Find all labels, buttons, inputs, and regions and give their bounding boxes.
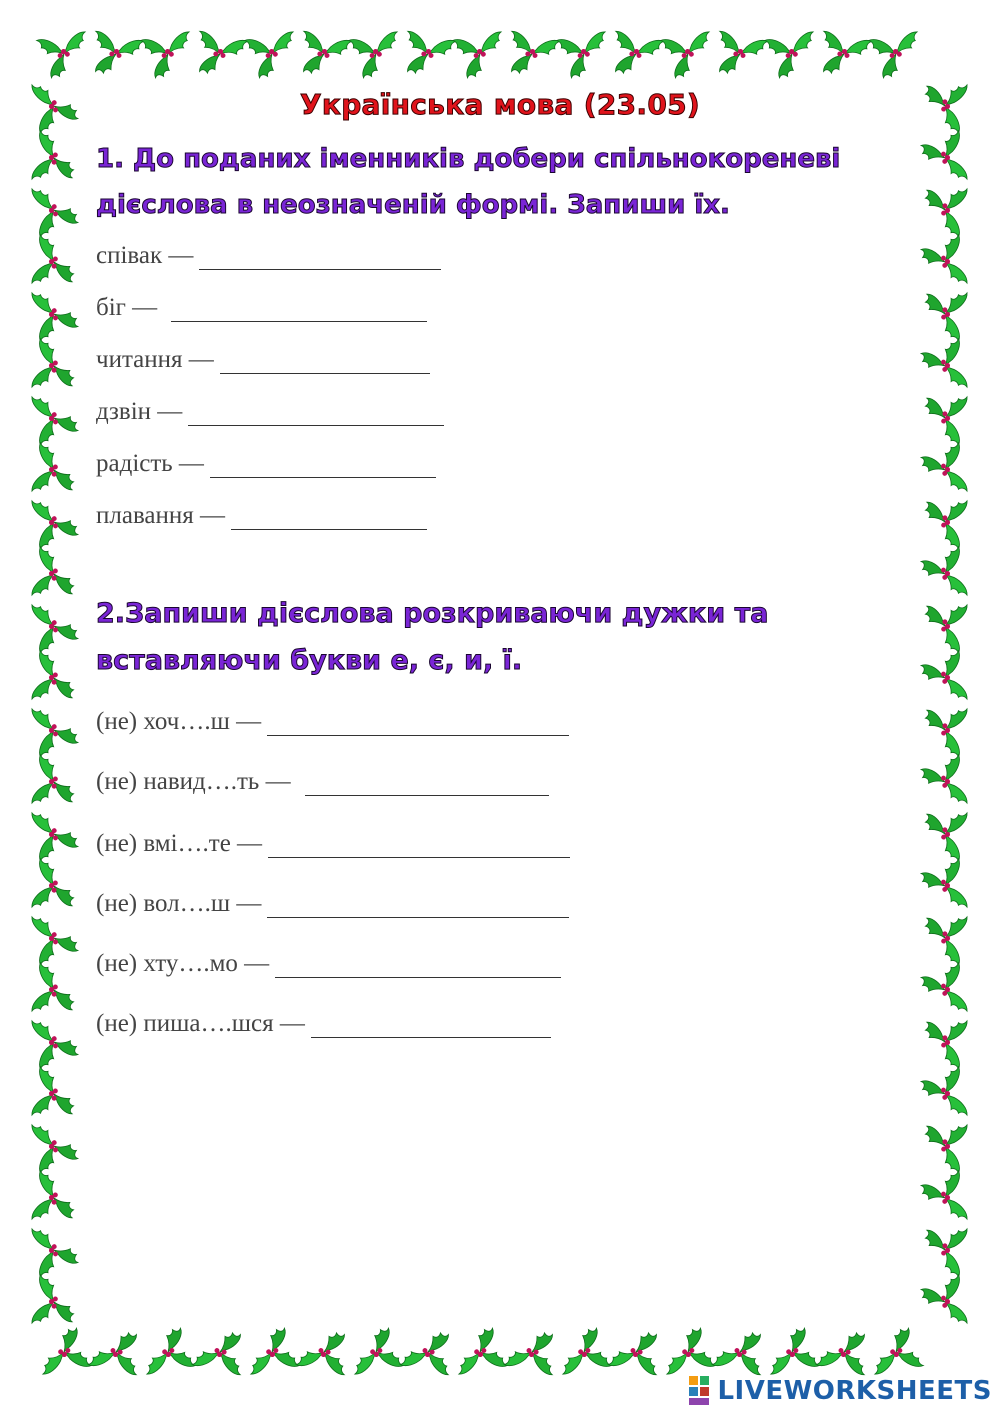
holly-sprig-icon xyxy=(32,963,80,1018)
holly-sprig-icon xyxy=(32,286,80,341)
holly-sprig-icon xyxy=(920,182,968,237)
task2-item xyxy=(96,824,570,858)
answer-line[interactable] xyxy=(188,401,444,426)
task1-item-label: біг — xyxy=(96,294,158,321)
answer-line[interactable] xyxy=(220,349,430,374)
task2-item-label: (не) хту….мо — xyxy=(96,950,270,977)
holly-sprig-icon xyxy=(32,1014,80,1069)
holly-sprig-icon xyxy=(920,1014,968,1069)
holly-sprig-icon xyxy=(608,1326,664,1375)
holly-sprig-icon xyxy=(661,32,716,80)
task-1-instruction: 1. До поданих іменників добери спільнокореневі дієслова в неозначеній формі. Запиши їх. xyxy=(96,144,841,220)
holly-sprig-icon xyxy=(400,1326,456,1375)
holly-sprig-icon xyxy=(920,390,968,445)
task1-item xyxy=(96,444,436,478)
task1-item-label: читання — xyxy=(96,346,214,373)
task2-item-label: (не) пиша….шся — xyxy=(96,1010,305,1037)
logo-text: LIVEWORKSHEETS xyxy=(717,1376,992,1406)
holly-sprig-icon xyxy=(816,1326,872,1375)
holly-sprig-icon xyxy=(140,1327,195,1375)
holly-sprig-icon xyxy=(32,1067,80,1122)
holly-sprig-icon xyxy=(660,1327,715,1375)
task-2-instruction: 2.Запиши дієслова розкриваючи дужки та вставляючи букви е, є, и, ї. xyxy=(96,598,769,676)
answer-line[interactable] xyxy=(311,1013,551,1038)
task2-item xyxy=(96,944,561,978)
holly-sprig-icon xyxy=(88,31,144,80)
holly-sprig-icon xyxy=(36,1327,91,1375)
holly-sprig-icon xyxy=(765,32,820,80)
holly-sprig-icon xyxy=(32,390,80,445)
holly-sprig-icon xyxy=(920,1118,968,1173)
holly-sprig-icon xyxy=(32,910,80,965)
task2-item xyxy=(96,884,569,918)
task2-item-label: (не) хоч….ш — xyxy=(96,708,262,735)
answer-line[interactable] xyxy=(305,771,549,796)
task1-item-label: плавання — xyxy=(96,502,226,529)
holly-sprig-icon xyxy=(32,859,80,914)
holly-sprig-icon xyxy=(920,598,968,653)
holly-sprig-icon xyxy=(920,547,968,602)
holly-sprig-icon xyxy=(32,1171,80,1226)
holly-sprig-icon xyxy=(32,702,80,757)
holly-sprig-icon xyxy=(920,963,968,1018)
answer-line[interactable] xyxy=(268,833,570,858)
answer-line[interactable] xyxy=(231,505,427,530)
holly-sprig-icon xyxy=(920,286,968,341)
holly-sprig-icon xyxy=(37,32,92,80)
holly-sprig-icon xyxy=(244,1327,299,1375)
holly-sprig-icon xyxy=(32,131,80,186)
holly-sprig-icon xyxy=(141,32,196,80)
holly-sprig-icon xyxy=(920,755,968,810)
liveworksheets-mark-icon xyxy=(689,1376,711,1406)
holly-sprig-icon xyxy=(32,443,80,498)
holly-sprig-icon xyxy=(32,651,80,706)
holly-sprig-icon xyxy=(32,182,80,237)
holly-sprig-icon xyxy=(920,1171,968,1226)
answer-line[interactable] xyxy=(267,893,569,918)
task1-item xyxy=(96,288,427,322)
holly-sprig-icon xyxy=(32,806,80,861)
holly-sprig-icon xyxy=(920,702,968,757)
holly-sprig-icon xyxy=(920,131,968,186)
holly-sprig-icon xyxy=(920,339,968,394)
holly-sprig-icon xyxy=(32,547,80,602)
holly-sprig-icon xyxy=(348,1327,403,1375)
answer-line[interactable] xyxy=(171,297,427,322)
holly-sprig-icon xyxy=(608,31,664,80)
holly-sprig-icon xyxy=(869,32,924,80)
task1-item xyxy=(96,496,427,530)
holly-sprig-icon xyxy=(556,1327,611,1375)
holly-sprig-icon xyxy=(816,31,872,80)
holly-sprig-icon xyxy=(764,1327,819,1375)
answer-line[interactable] xyxy=(275,953,561,978)
worksheet-title: Українська мова (23.05) xyxy=(300,88,700,121)
task1-item xyxy=(96,340,430,374)
holly-sprig-icon xyxy=(32,755,80,810)
holly-sprig-icon xyxy=(712,1326,768,1375)
holly-sprig-icon xyxy=(192,1326,248,1375)
holly-sprig-icon xyxy=(920,1067,968,1122)
task1-item-label: співак — xyxy=(96,242,194,269)
holly-sprig-icon xyxy=(453,32,508,80)
holly-sprig-icon xyxy=(920,1275,968,1330)
holly-sprig-icon xyxy=(296,31,352,80)
task2-item xyxy=(96,762,549,796)
task2-item xyxy=(96,1004,551,1038)
holly-sprig-icon xyxy=(32,339,80,394)
holly-sprig-icon xyxy=(400,31,456,80)
holly-sprig-icon xyxy=(920,494,968,549)
holly-sprig-icon xyxy=(32,1118,80,1173)
holly-sprig-icon xyxy=(192,31,248,80)
holly-sprig-icon xyxy=(32,494,80,549)
holly-sprig-icon xyxy=(504,1326,560,1375)
holly-sprig-icon xyxy=(349,32,404,80)
holly-sprig-icon xyxy=(32,235,80,290)
holly-sprig-icon xyxy=(245,32,300,80)
holly-sprig-icon xyxy=(920,910,968,965)
holly-sprig-icon xyxy=(920,806,968,861)
holly-sprig-icon xyxy=(712,31,768,80)
holly-sprig-icon xyxy=(920,443,968,498)
answer-line[interactable] xyxy=(210,453,436,478)
holly-sprig-icon xyxy=(452,1327,507,1375)
holly-sprig-icon xyxy=(557,32,612,80)
holly-sprig-icon xyxy=(504,31,560,80)
holly-sprig-icon xyxy=(868,1327,923,1375)
task1-item-label: радість — xyxy=(96,450,204,477)
task2-item-label: (не) вмі….те — xyxy=(96,830,263,857)
task2-item-label: (не) вол….ш — xyxy=(96,890,262,917)
task2-item-label: (не) навид….ть — xyxy=(96,768,291,795)
task1-item xyxy=(96,236,441,270)
holly-sprig-icon xyxy=(32,598,80,653)
holly-sprig-icon xyxy=(920,651,968,706)
answer-line[interactable] xyxy=(199,245,441,270)
liveworksheets-logo[interactable] xyxy=(689,1374,992,1408)
task2-item xyxy=(96,702,569,736)
answer-line[interactable] xyxy=(267,711,569,736)
task1-item-label: дзвін — xyxy=(96,398,183,425)
task1-item xyxy=(96,392,444,426)
holly-sprig-icon xyxy=(920,1222,968,1277)
holly-sprig-icon xyxy=(920,235,968,290)
holly-sprig-icon xyxy=(920,859,968,914)
holly-sprig-icon xyxy=(88,1326,144,1375)
holly-sprig-icon xyxy=(32,1275,80,1330)
holly-sprig-icon xyxy=(296,1326,352,1375)
holly-sprig-icon xyxy=(32,1222,80,1277)
